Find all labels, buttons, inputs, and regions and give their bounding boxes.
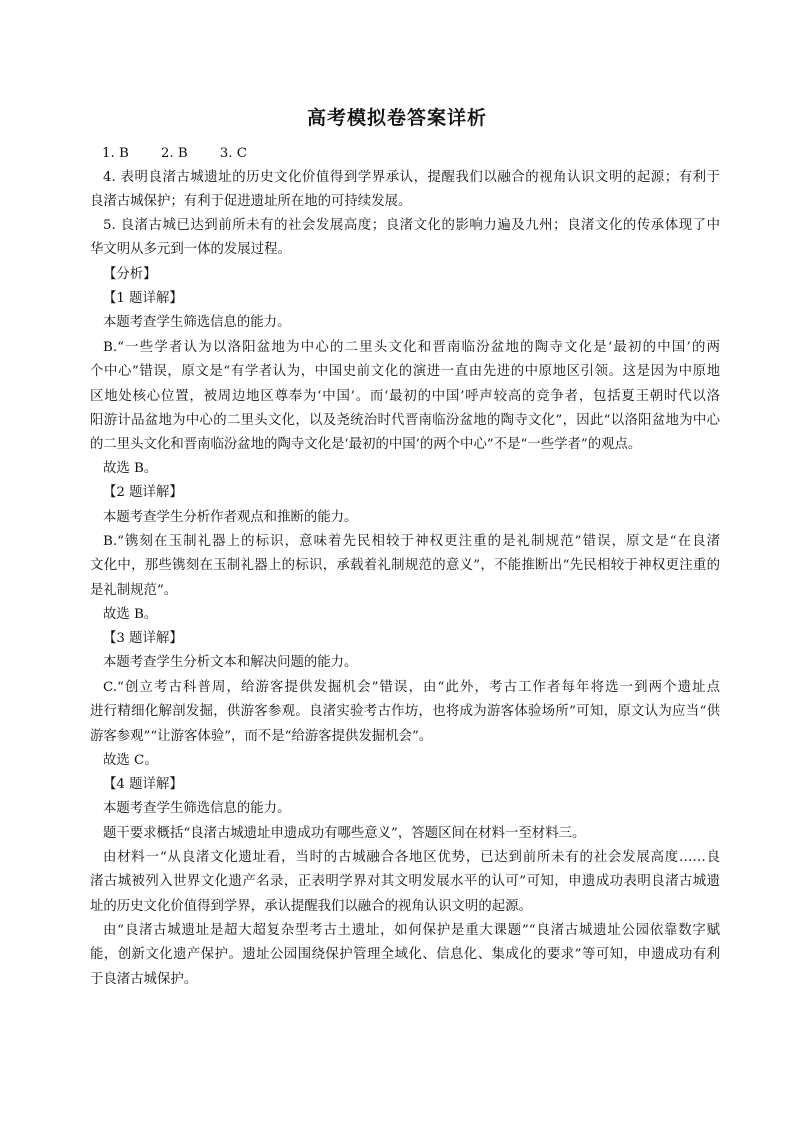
detail-3-line-3: 游客参观”“让游客体验”，而不是“给游客提供发掘机会”。 [90,728,433,744]
page-title: 高考模拟卷答案详析 [306,107,487,129]
detail-3-line-2: 进行精细化解剖发掘，供游客参观。良渚实验考古作坊，也将成为游客体验场所”可知，原文认为应当“供 [90,704,720,720]
detail-4-m1-line-3: 址的历史文化价值得到学界，承认提醒我们以融合的视角认识文明的起源。 [90,898,532,914]
detail-4-m1-line-1: 由材料一“从良渚文化遗址看，当时的古城融合各地区优势，已达到前所未有的社会发展高度……良 [103,850,720,865]
detail-4-material-2 [90,919,720,992]
detail-1-intro: 本题考查学生筛选信息的能力。 [103,315,291,330]
detail-2-heading: 【2 题详解】 [103,485,183,500]
detail-1-line-1: B.“一些学者认为以洛阳盆地为中心的二里头文化和晋南临汾盆地的陶寺文化是‘最初的中国’的两 [103,340,720,355]
detail-4-material-1 [90,846,720,919]
detail-3-heading: 【3 题详解】 [103,631,183,646]
detail-3-line-1: C.“创立考古科普周，给游客提供发掘机会”错误，由“此外，考古工作者每年将选一到两个遗址点 [103,680,720,695]
answer-4-line-1: 4. 表明良渚古城遗址的历史文化价值得到学界承认，提醒我们以融合的视角认识文明的起源；有利于 [103,170,720,185]
detail-4-m2-line-3: 于良渚古城保护。 [90,971,198,987]
answer-key [102,142,732,166]
detail-1-line-3: 区地处核心位置，被周边地区尊奉为‘中国’。而‘最初的中国’呼声较高的竞争者，包括夏王朝时代以洛 [90,388,720,404]
detail-4-heading: 【4 题详解】 [103,777,183,792]
detail-1-heading: 【1 题详解】 [103,291,183,306]
answer-2: 2. B [160,146,188,161]
detail-3-body [90,676,720,749]
detail-4-m2-line-2: 能，创新文化遗产保护。遗址公园围绕保护管理全域化、信息化、集成化的要求”等可知，申遗成功有利 [90,947,720,963]
answer-4 [90,166,720,215]
detail-2-line-2: 文化中，那些镌刻在玉制礼器上的标识，承载着礼制规范的意义”，不能推断出“先民相较于神权更注重的 [90,558,720,574]
answer-1: 1. B [102,146,129,161]
detail-3-intro: 本题考查学生分析文本和解决问题的能力。 [103,655,358,670]
detail-4-m2-line-1: 由“良渚古城遗址是超大超复杂型考古土遗址，如何保护是重大课题”“良渚古城遗址公园依靠数字赋 [103,923,720,938]
detail-4-m1-line-2: 渚古城被列入世界文化遗产名录，正表明学界对其文明发展水平的认可”可知，申遗成功表明良渚古城遗 [90,874,720,890]
answer-5-line-2: 华文明从多元到一体的发展过程。 [90,242,291,258]
detail-2-line-3: 是礼制规范”。 [90,582,178,598]
answer-5 [90,214,720,263]
detail-2-intro: 本题考查学生分析作者观点和推断的能力。 [103,510,358,525]
detail-4-task: 题干要求概括“良渚古城遗址申遗成功有哪些意义”，答题区间在材料一至材料三。 [103,826,586,841]
answer-3: 3. C [219,146,248,161]
analysis-heading: 【分析】 [103,267,157,282]
detail-1-choice: 故选 B。 [103,461,158,476]
answer-4-line-2: 良渚古城保护；有利于促进遗址所在地的可持续发展。 [90,194,412,210]
answer-5-line-1: 5. 良渚古城已达到前所未有的社会发展高度；良渚文化的影响力遍及九州；良渚文化的传承体现了中 [103,218,720,233]
detail-2-choice: 故选 B。 [103,607,158,622]
detail-1-line-4: 阳游计品盆地为中心的二里头文化，以及尧统治时代晋南临汾盆地的陶寺文化”，因此“以洛阳盆地为中心 [90,412,720,428]
detail-1-body [90,336,720,457]
detail-2-line-1: B.“镌刻在玉制礼器上的标识，意味着先民相较于神权更注重的是礼制规范”错误，原文是“在良渚 [103,534,720,549]
detail-1-line-2: 个中心”错误，原文是“有学者认为，中国史前文化的演进一直由先进的中原地区引领。这是因为中原地 [90,364,720,380]
detail-1-line-5: 的二里头文化和晋南临汾盆地的陶寺文化是‘最初的中国’的两个中心”不是“一些学者”的观点。 [90,437,642,453]
detail-2-body [90,530,720,603]
detail-4-intro: 本题考查学生筛选信息的能力。 [103,801,291,816]
detail-3-choice: 故选 C。 [103,753,158,768]
